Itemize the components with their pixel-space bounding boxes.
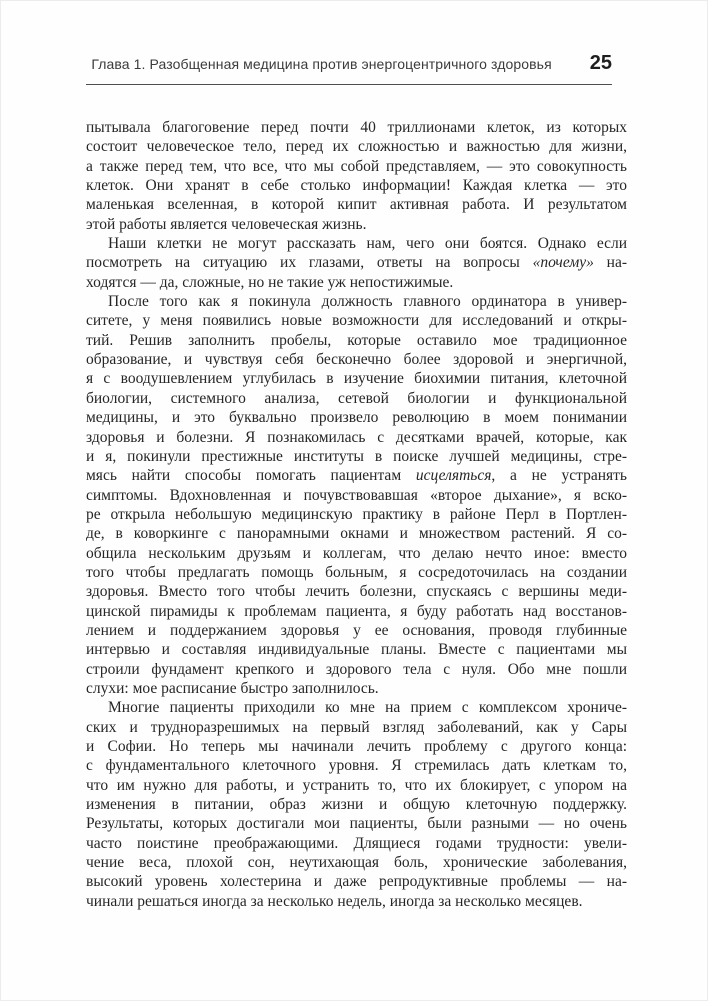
text-segment: симптомы. Вдохновленная и почувствовавшая «второе дыхание», я вско- [86, 486, 627, 504]
text-line [86, 331, 627, 350]
text-segment: состоит человеческое тело, перед их сложностью и важностью для жизни, [86, 138, 627, 156]
text-segment: что им нужно для работы, и устранить то, что их блокирует, с упором на [86, 776, 627, 794]
text-line [86, 679, 627, 698]
text-line [86, 756, 627, 775]
text-segment: тий. Решив заполнить пробелы, которые оставило мое традиционное [86, 331, 627, 349]
running-title: Глава 1. Разобщенная медицина против энергоцентричного здоровья [91, 56, 552, 72]
text-line [86, 389, 627, 408]
text-segment: лением и поддержанием здоровья у ее основания, проводя глубинные [86, 621, 627, 639]
text-segment: а также перед тем, что все, что мы собой представляем, — это совокупность [86, 157, 627, 175]
text-segment: маленькая вселенная, в которой кипит активная работа. И результатом [86, 196, 627, 214]
text-line [86, 505, 627, 524]
text-segment: здоровья. Вместо того чтобы лечить болезни, спускаясь с вершины меди- [86, 583, 627, 601]
text-segment: медицины, и это буквально произвело революцию в моем понимании [86, 409, 627, 427]
text-segment: клеток. Они хранят в себе столько информации! Каждая клетка — это [86, 177, 627, 195]
text-line [86, 118, 627, 137]
text-line [86, 660, 627, 679]
text-segment: здоровья и болезни. Я познакомилась с десятками врачей, которые, как [86, 428, 627, 446]
text-line [86, 834, 627, 853]
text-line [86, 215, 627, 234]
text-segment: де, в коворкинге с панорамными окнами и множеством растений. Я со- [86, 525, 627, 543]
text-line [86, 157, 627, 176]
text-line [86, 176, 627, 195]
text-segment: ских и трудноразрешимых на первый взгляд заболеваний, как у Сары [86, 718, 627, 736]
text-segment: биологии, системного анализа, сетевой биологии и функциональной [86, 389, 627, 407]
text-segment: часто поистине преображающими. Длящиеся годами трудности: увели- [86, 834, 627, 852]
text-segment: с фундаментального клеточного уровня. Я стремилась дать клеткам то, [86, 757, 627, 775]
text-segment: пытывала благоговение перед почти 40 триллионами клеток, из которых [86, 119, 627, 136]
text-segment: ре открыла небольшую медицинскую практику в районе Перл в Портлен- [86, 505, 627, 523]
text-line [86, 814, 627, 833]
text-line [86, 466, 627, 485]
text-line [86, 273, 627, 292]
text-line [86, 292, 627, 311]
text-segment: и я, покинули престижные институты в поиске лучшей медицины, стре- [86, 447, 627, 465]
text-line [86, 137, 627, 156]
text-segment: я с воодушевлением углубилась в изучение биохимии питания, клеточной [86, 370, 627, 388]
text-segment: интервью и составляя индивидуальные планы. Вместе с пациентами мы [86, 641, 627, 659]
text-segment: строили фундамент крепкого и здорового тела с нуля. Обо мне пошли [86, 660, 627, 678]
text-line [86, 795, 627, 814]
text-segment: общила нескольким друзьям и коллегам, что делаю нечто иное: вместо [86, 544, 627, 562]
text-line [86, 524, 627, 543]
text-segment: высокий уровень холестерина и даже репродуктивные проблемы — на- [86, 873, 627, 891]
text-line [86, 621, 627, 640]
page-body [86, 118, 627, 911]
text-segment: этой работы является человеческая жизнь. [86, 215, 367, 233]
text-line [86, 602, 627, 621]
text-line [86, 582, 627, 601]
text-line [86, 892, 627, 911]
text-line [86, 350, 627, 369]
italic-text: «почему» [532, 254, 594, 272]
text-line [86, 311, 627, 330]
page-header [86, 52, 612, 85]
text-line [86, 544, 627, 563]
text-segment: слухи: мое расписание быстро заполнилось. [86, 679, 379, 697]
italic-text: исцеляться [415, 467, 492, 485]
text-segment: Наши клетки не могут рассказать нам, чего они боятся. Однако если [108, 235, 627, 253]
text-segment: , а не устранять [491, 467, 628, 485]
text-line [86, 195, 627, 214]
text-line [86, 737, 627, 756]
text-line [86, 872, 627, 891]
text-segment: Многие пациенты приходили ко мне на прием с комплексом хрониче- [108, 699, 627, 717]
text-line [86, 253, 627, 272]
text-segment: чинали решаться иногда за несколько недель, иногда за несколько месяцев. [86, 892, 583, 910]
text-line [86, 776, 627, 795]
text-segment: образование, и чувствуя себя бесконечно более здоровой и энергичной, [86, 351, 627, 369]
text-line [86, 369, 627, 388]
text-segment: чение веса, плохой сон, неутихающая боль, хронические заболевания, [86, 854, 627, 872]
text-line [86, 563, 627, 582]
text-line [86, 447, 627, 466]
text-line [86, 486, 627, 505]
text-segment: цинской пирамиды к проблемам пациента, я буду работать над восстанов- [86, 602, 627, 620]
text-line [86, 853, 627, 872]
text-segment: ситете, у меня появились новые возможности для исследований и откры- [86, 312, 627, 330]
text-segment: После того как я покинула должность главного ординатора в универ- [108, 293, 627, 311]
text-segment: на- [593, 254, 627, 272]
text-segment: ходятся — да, сложные, но не такие уж непостижимые. [86, 273, 454, 291]
text-line [86, 428, 627, 447]
text-line [86, 698, 627, 717]
text-line [86, 408, 627, 427]
text-segment: и Софии. Но теперь мы начинали лечить проблему с другого конца: [86, 738, 627, 755]
page-number: 25 [589, 52, 612, 74]
text-line [86, 234, 627, 253]
text-segment: мясь найти способы помогать пациентам [86, 467, 416, 485]
text-segment: Результаты, которых достигали мои пациенты, были разными — но очень [86, 815, 627, 833]
text-segment: посмотреть на ситуацию их глазами, ответы на вопросы [86, 254, 533, 272]
text-segment: того чтобы предлагать помощь больным, я сосредоточилась на создании [86, 563, 627, 581]
text-line [86, 718, 627, 737]
text-segment: изменения в питании, образ жизни и общую клеточную поддержку. [86, 796, 627, 814]
text-line [86, 640, 627, 659]
